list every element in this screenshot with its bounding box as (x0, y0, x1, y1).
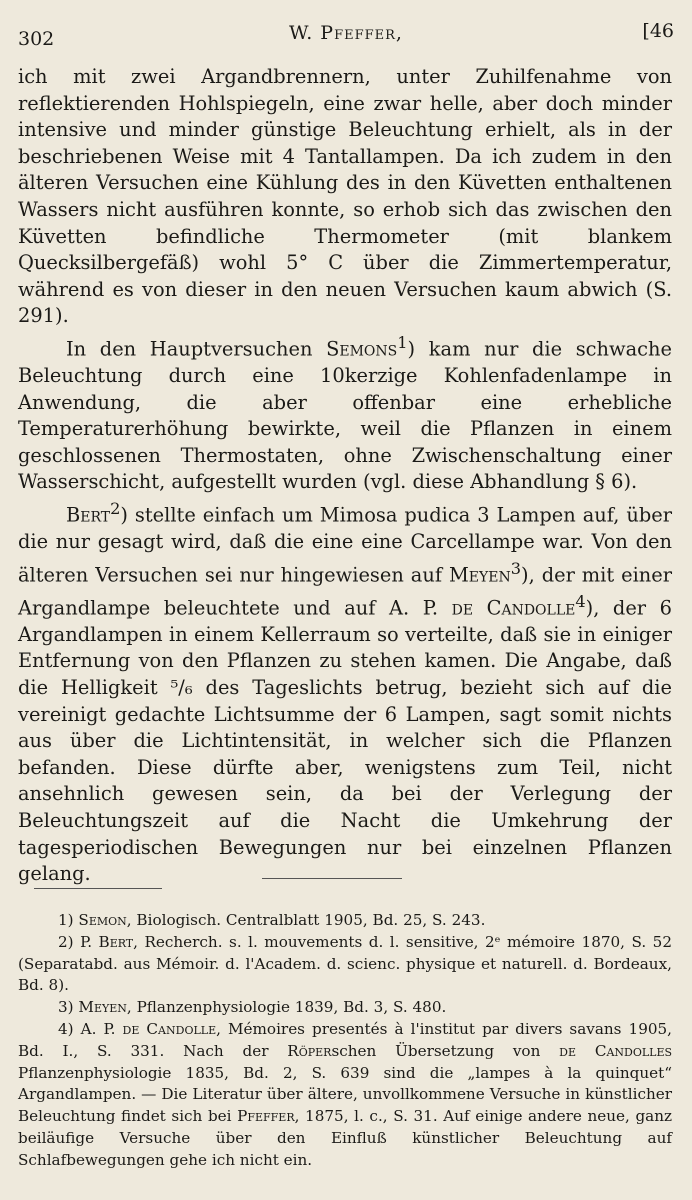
text-run: , Pflanzenphysiologie 1839, Bd. 3, S. 480. (126, 998, 447, 1017)
text-run: Pflanzenphysiologie 1835, Bd. 2, S. 639 sind die „lampes à la quinquet“ Argandlampen. — Die Literatur über ältere, unvollkommene Versuche in künstlicher Beleuchtung findet sich bei (18, 1063, 672, 1126)
footnote-3 (18, 997, 672, 1019)
footnote-mark: 1) (58, 911, 74, 929)
footnotes (18, 910, 672, 1172)
author-name: Meyen (78, 998, 127, 1017)
author-name: Röper (287, 1041, 332, 1060)
footnote-4 (18, 1019, 672, 1172)
text-run: , Mémoires presentés à l'institut par divers savans 1905, Bd. I., S. 331. Nach der (18, 1019, 673, 1060)
footnote-mark: 2) P. (58, 932, 93, 951)
paragraph-3 (18, 496, 672, 888)
fraction: ⁵/₆ (170, 675, 193, 699)
footnote-2 (18, 932, 672, 997)
author-name: Semon (78, 911, 127, 929)
footnote-ref: 2 (110, 498, 121, 518)
author-name: de Candolles (559, 1041, 673, 1060)
footnote-mark: 4) A. P. (58, 1019, 116, 1038)
section-divider (262, 878, 402, 879)
author-name: Semons (326, 337, 398, 361)
text-run: ), der 6 Argandlampen in einem Kellerraum so verteilte, daß sie in einiger Entfernung von den Pflanzen zu stehen kamen. Die Angabe, daß die Helligkeit (18, 596, 672, 699)
text-run: ), der mit einer Argandlampe beleuchtete und auf A. P. (18, 563, 673, 620)
running-title: W. Pfeffer, (289, 22, 403, 44)
text-run: , 1875, l. c., S. 31. Auf einige andere neue, ganz beiläufige Versuche über den Einfluß künstlicher Beleuchtung auf Schlafbewegungen gehe ich nicht ein. (18, 1107, 673, 1169)
paragraph-2 (18, 330, 672, 496)
main-text (18, 64, 672, 888)
text-run: schen Übersetzung von (331, 1041, 541, 1060)
text-run: des Tageslichts betrug, bezieht sich auf die vereinigt gedachte Lichtsumme der 6 Lampen, sagt somit nichts aus über die Lichtintensität, in welcher sich die Pflanzen befanden. Diese dürfte aber, wenigstens zum Teil, nicht ansehnlich gewesen sein, da bei der Verlegung der Beleuchtungszeit auf die Nacht die Umkehrung der tagesperiodischen Bewegungen nur bei einzelnen Pflanzen gelang. (18, 675, 672, 886)
author-name: Pfeffer (237, 1107, 295, 1126)
author-name: de Candolle (122, 1019, 217, 1038)
text-run: In den Hauptversuchen (66, 337, 313, 361)
author-name: de Candolle (451, 596, 576, 620)
author-name: Bert (66, 503, 111, 527)
footnote-ref: 1 (397, 332, 408, 352)
footnote-ref: 4 (575, 591, 586, 611)
author-name: Bert (98, 932, 134, 951)
text-run: ) stellte einfach um Mimosa pudica 3 Lampen auf, über die nur gesagt wird, daß die eine eine Carcellampe war. Von den älteren Versuchen sei nur hingewiesen auf (18, 503, 672, 587)
author-name: Meyen (448, 563, 511, 587)
section-marker: [46 (642, 20, 674, 42)
footnote-ref: 3 (510, 558, 522, 578)
paragraph-1: ich mit zwei Argandbrennern, unter Zuhilfenahme von reflektierenden Hohlspiegeln, eine zwar helle, aber doch minder intensive und minder günstige Beleuchtung erhielt, als in der beschriebenen Weise mit 4 Tantallampen. Da ich zudem in den älteren Versuchen eine Kühlung des in den Küvetten enthaltenen Wassers nicht ausführen konnte, so erhob sich das zwischen den Küvetten befindliche Thermometer (mit blankem Quecksilbergefäß) wohl 5° C über die Zimmertemperatur, während es von dieser in den neuen Versuchen kaum abwich (S. 291). (18, 65, 672, 328)
text-run: , Recherch. s. l. mouvements d. l. sensitive, 2ᵉ mémoire 1870, S. 52 (Separatabd. aus Mémoir. d. l'Academ. d. scienc. physique et naturell. d. Bordeaux, Bd. 8). (18, 932, 672, 995)
footnote-divider (34, 888, 162, 889)
footnote-1 (18, 910, 672, 932)
footnote-mark: 3) (58, 998, 74, 1017)
text-run: ) kam nur die schwache Beleuchtung durch eine 10kerzige Kohlenfadenlampe in Anwendung, die aber offenbar eine erhebliche Temperaturerhöhung bewirkte, weil die Pflanzen in einem geschlossenen Thermostaten, ohne Zwischenschaltung einer Wasserschicht, aufgestellt wurden (vgl. diese Abhandlung § 6). (18, 337, 673, 494)
text-run: , Biologisch. Centralblatt 1905, Bd. 25, S. 243. (126, 911, 486, 929)
page-number: 302 (18, 28, 55, 50)
page-header (18, 18, 674, 48)
